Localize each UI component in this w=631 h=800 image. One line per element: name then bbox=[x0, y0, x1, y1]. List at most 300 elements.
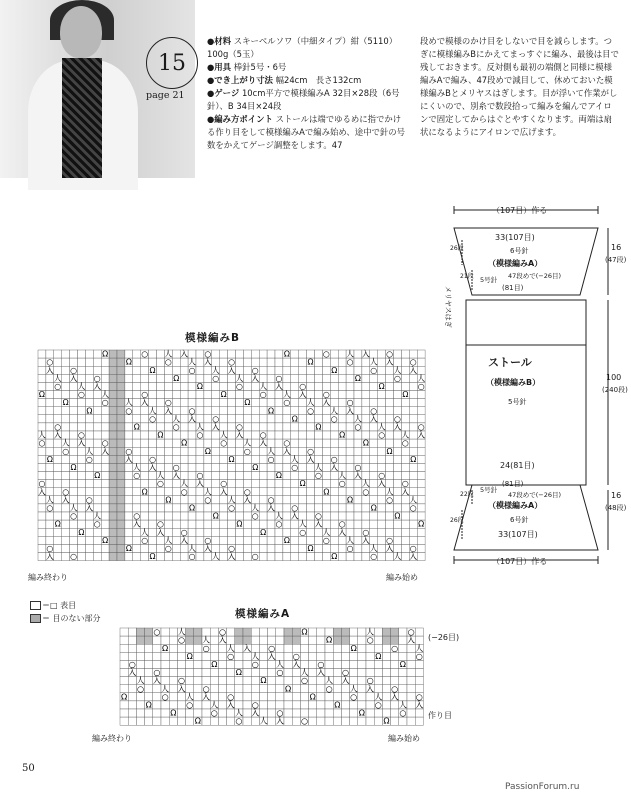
stitch-symbol: Ω bbox=[260, 527, 267, 537]
stitch-symbol: 人 bbox=[77, 382, 86, 391]
stitch-symbol: 入 bbox=[409, 552, 418, 562]
stitch-symbol: ○ bbox=[149, 414, 156, 424]
stitch-symbol: Ω bbox=[268, 406, 275, 416]
stitch-symbol: ○ bbox=[54, 422, 62, 432]
stitch-symbol: 入 bbox=[251, 373, 260, 383]
stitch-symbol: Ω bbox=[283, 535, 290, 545]
stitch-symbol: ○ bbox=[38, 438, 46, 448]
schematic-pattern-a-bottom: （模様編みA） bbox=[488, 501, 543, 510]
stitch-symbol: 入 bbox=[385, 544, 394, 553]
stitch-symbol: Ω bbox=[38, 390, 45, 400]
stitch-symbol: 人 bbox=[156, 471, 165, 481]
stitch-symbol: ○ bbox=[85, 495, 93, 505]
stitch-symbol: Ω bbox=[383, 715, 390, 726]
pattern-number-badge bbox=[146, 37, 198, 89]
stitch-symbol: Ω bbox=[196, 382, 203, 391]
stitch-symbol: ○ bbox=[350, 691, 358, 702]
stitch-symbol: 入 bbox=[314, 519, 323, 529]
stitch-symbol: 人 bbox=[227, 495, 236, 505]
stitch-symbol: Ω bbox=[228, 454, 235, 464]
stitch-symbol: 入 bbox=[401, 487, 410, 497]
stitch-symbol: ○ bbox=[354, 463, 362, 472]
stitch-symbol: ○ bbox=[93, 373, 101, 383]
stitch-symbol: ○ bbox=[399, 707, 407, 718]
stitch-symbol: ○ bbox=[172, 463, 180, 472]
stitch-symbol: 入 bbox=[77, 438, 86, 448]
stitch-symbol: 人 bbox=[164, 535, 173, 545]
stitch-symbol: 入 bbox=[53, 430, 62, 440]
stitch-symbol: Ω bbox=[54, 519, 61, 529]
chart-a-start-label: 編み始め bbox=[388, 734, 420, 743]
stitch-symbol: 入 bbox=[69, 373, 78, 383]
stitch-symbol: ○ bbox=[62, 446, 70, 456]
stitch-symbol: ○ bbox=[251, 511, 259, 521]
stitch-symbol: 入 bbox=[290, 511, 299, 521]
stitch-symbol: ○ bbox=[267, 495, 275, 505]
stitch-symbol: Ω bbox=[358, 707, 365, 718]
stitch-symbol: ○ bbox=[177, 675, 186, 686]
stitch-symbol: 人 bbox=[210, 699, 219, 710]
stitch-symbol: ○ bbox=[268, 642, 276, 653]
stitch-symbol: ○ bbox=[70, 552, 77, 562]
stitch-symbol: 人 bbox=[235, 373, 244, 383]
chart-a-grid bbox=[120, 628, 425, 726]
stitch-symbol: ○ bbox=[330, 414, 338, 424]
stitch-symbol: ○ bbox=[228, 357, 235, 367]
stitch-symbol: Ω bbox=[402, 390, 409, 400]
stitch-symbol: ○ bbox=[228, 544, 235, 553]
watermark: PassionForum.ru bbox=[505, 782, 580, 792]
stitch-symbol: Ω bbox=[410, 454, 417, 464]
schematic-right-48: (48段) bbox=[605, 504, 627, 512]
stitch-symbol: ○ bbox=[212, 414, 220, 424]
schematic-81-bottom: (81目) bbox=[502, 480, 524, 488]
stitch-symbol: ○ bbox=[370, 552, 378, 562]
stitch-symbol: ○ bbox=[283, 398, 291, 408]
stitch-symbol: Ω bbox=[362, 438, 369, 448]
stitch-symbol: 入 bbox=[85, 503, 94, 513]
stitch-symbol: ○ bbox=[251, 365, 259, 375]
stitch-symbol: ○ bbox=[300, 715, 309, 726]
stitch-symbol: ○ bbox=[275, 519, 283, 529]
stitch-symbol: Ω bbox=[162, 642, 169, 653]
stitch-symbol: Ω bbox=[125, 544, 132, 553]
stitch-symbol: ○ bbox=[317, 659, 325, 669]
stitch-symbol: Ω bbox=[46, 454, 53, 464]
stitch-symbol: 人 bbox=[409, 495, 418, 505]
legend-text-2: ＝ 目のない部分 bbox=[42, 614, 101, 623]
stole-schematic bbox=[440, 200, 628, 570]
stitch-symbol: ○ bbox=[161, 691, 169, 702]
stitch-symbol: 人 bbox=[374, 691, 383, 702]
schematic-meriyas: メリヤスはぎ bbox=[444, 286, 452, 328]
stitch-symbol: Ω bbox=[149, 365, 156, 375]
stitch-symbol: 人 bbox=[361, 479, 370, 489]
stitch-symbol: 入 bbox=[369, 414, 378, 424]
stitch-symbol: Ω bbox=[309, 691, 316, 702]
stitch-symbol: 入 bbox=[37, 487, 46, 497]
instructions-column-1 bbox=[207, 35, 407, 152]
stitch-symbol: ○ bbox=[409, 357, 417, 367]
stitch-symbol: 入 bbox=[202, 691, 211, 702]
stitch-symbol: ○ bbox=[186, 699, 194, 710]
stitch-symbol: ○ bbox=[251, 699, 259, 710]
stitch-symbol: 人 bbox=[325, 675, 334, 686]
stitch-symbol: ○ bbox=[259, 430, 267, 440]
stitch-symbol: ○ bbox=[141, 349, 149, 359]
stitch-symbol: 人 bbox=[298, 519, 307, 529]
materials-label: ●材料 bbox=[207, 36, 232, 46]
stitch-symbol: 人 bbox=[211, 552, 220, 562]
stitch-symbol: 人 bbox=[136, 675, 145, 686]
stitch-symbol: 人 bbox=[203, 487, 212, 497]
stitch-symbol: ○ bbox=[409, 544, 417, 553]
stitch-symbol: 人 bbox=[330, 406, 339, 416]
stitch-symbol: ○ bbox=[133, 471, 141, 481]
stitch-symbol: ○ bbox=[391, 683, 399, 694]
stitch-symbol: 人 bbox=[346, 535, 355, 545]
stitch-symbol: ○ bbox=[300, 675, 309, 686]
stitch-symbol: Ω bbox=[236, 519, 243, 529]
stitch-symbol: Ω bbox=[334, 699, 341, 710]
stitch-symbol: ○ bbox=[307, 406, 314, 416]
schematic-left-21: 21段 bbox=[460, 273, 474, 280]
stitch-symbol: ○ bbox=[346, 398, 354, 408]
stitch-symbol: 人 bbox=[401, 430, 410, 440]
pattern-number: 15 bbox=[158, 50, 186, 76]
stitch-symbol: ○ bbox=[46, 357, 54, 367]
stitch-symbol: 人 bbox=[243, 438, 252, 448]
stitch-symbol: Ω bbox=[173, 373, 180, 383]
stitch-symbol: 入 bbox=[322, 398, 331, 408]
stitch-symbol: ○ bbox=[212, 373, 220, 383]
schematic-pattern-a-top: （模様編みA） bbox=[488, 259, 543, 268]
stitch-symbol: Ω bbox=[70, 463, 77, 472]
stitch-symbol: 入 bbox=[306, 454, 315, 464]
stitch-symbol: ○ bbox=[374, 699, 382, 710]
stitch-symbol: 人 bbox=[226, 642, 235, 653]
stitch-symbol: Ω bbox=[354, 373, 361, 383]
stitch-symbol: Ω bbox=[331, 365, 338, 375]
stitch-symbol: ○ bbox=[417, 382, 425, 391]
stitch-symbol: 入 bbox=[251, 707, 260, 718]
stitch-symbol: ○ bbox=[276, 707, 284, 718]
stitch-symbol: 入 bbox=[203, 544, 212, 553]
stitch-symbol: ○ bbox=[220, 438, 228, 448]
stitch-symbol: 人 bbox=[61, 438, 70, 448]
schematic-row47-bottom: 47段めで(−26目) bbox=[508, 491, 562, 499]
stitch-symbol: ○ bbox=[386, 495, 393, 505]
stitch-symbol: ○ bbox=[164, 357, 172, 367]
stitch-symbol: Ω bbox=[145, 699, 152, 710]
stitch-symbol: 人 bbox=[180, 479, 189, 489]
stitch-symbol: ○ bbox=[378, 430, 386, 440]
stitch-symbol: 人 bbox=[161, 683, 170, 694]
stitch-symbol: 入 bbox=[148, 463, 157, 472]
stitch-symbol: Ω bbox=[181, 438, 188, 448]
stitch-symbol: 人 bbox=[85, 446, 94, 456]
stitch-symbol: 入 bbox=[93, 382, 102, 391]
stitch-symbol: Ω bbox=[125, 357, 132, 367]
schematic-b-bottom: 24(81目) bbox=[500, 461, 535, 470]
stitch-symbol: ○ bbox=[243, 487, 251, 497]
stitch-symbol: ○ bbox=[204, 535, 212, 545]
stitch-symbol: Ω bbox=[133, 422, 140, 432]
stitch-symbol: 入 bbox=[227, 365, 236, 375]
chart-a-end-label: 編み終わり bbox=[92, 734, 132, 743]
chart-a-cast-on: 作り目 bbox=[428, 711, 452, 720]
stitch-symbol: 入 bbox=[316, 667, 325, 678]
stitch-symbol: ○ bbox=[299, 382, 307, 391]
stitch-symbol: 入 bbox=[235, 430, 244, 440]
stitch-symbol: ○ bbox=[370, 365, 378, 375]
stitch-symbol: 人 bbox=[267, 446, 276, 456]
stitch-symbol: ○ bbox=[177, 634, 186, 645]
schematic-stole: ストール bbox=[488, 356, 532, 369]
schematic-right-47: (47段) bbox=[605, 256, 627, 264]
stitch-symbol: 人 bbox=[282, 390, 291, 400]
stitch-symbol: ○ bbox=[227, 650, 235, 661]
stitch-symbol: ○ bbox=[196, 471, 204, 481]
stitch-symbol: 入 bbox=[409, 365, 418, 375]
stitch-symbol: 入 bbox=[275, 715, 284, 726]
stitch-symbol: ○ bbox=[180, 527, 188, 537]
schematic-left-22: 22段 bbox=[460, 491, 474, 498]
stitch-symbol: ○ bbox=[386, 349, 393, 359]
stitch-symbol: ○ bbox=[141, 390, 149, 400]
tools-text: 棒針5号・6号 bbox=[233, 62, 287, 72]
stitch-symbol: 入 bbox=[140, 398, 149, 408]
stitch-symbol: 入 bbox=[282, 446, 291, 456]
stitch-symbol: ○ bbox=[362, 487, 370, 497]
stitch-symbol: ○ bbox=[202, 683, 210, 694]
stitch-symbol: ○ bbox=[394, 373, 401, 383]
stitch-symbol: ○ bbox=[153, 667, 161, 678]
stitch-symbol: 入 bbox=[177, 683, 186, 694]
stitch-symbol: Ω bbox=[189, 503, 196, 513]
stitch-symbol: ○ bbox=[157, 479, 164, 489]
stitch-symbol: ○ bbox=[366, 634, 374, 645]
stitch-symbol: ○ bbox=[299, 527, 307, 537]
stitch-symbol: 入 bbox=[132, 519, 141, 529]
stitch-symbol: 人 bbox=[148, 406, 157, 416]
stitch-symbol: ○ bbox=[407, 626, 415, 637]
stitch-symbol: Ω bbox=[86, 406, 93, 416]
stitch-symbol: ○ bbox=[164, 544, 172, 553]
stitch-symbol: Ω bbox=[275, 471, 282, 481]
stitch-symbol: 入 bbox=[292, 659, 301, 669]
stitch-symbol: 入 bbox=[195, 479, 204, 489]
stitch-symbol: Ω bbox=[323, 487, 330, 497]
stitch-symbol: ○ bbox=[78, 430, 85, 440]
stitch-symbol: 入 bbox=[417, 430, 426, 440]
stitch-symbol: ○ bbox=[415, 691, 423, 702]
stitch-symbol: Ω bbox=[244, 398, 251, 408]
stitch-symbol: ○ bbox=[62, 487, 70, 497]
stitch-symbol: 人 bbox=[306, 398, 315, 408]
stitch-symbol: ○ bbox=[141, 535, 149, 545]
stitch-symbol: ○ bbox=[70, 511, 77, 521]
stitch-symbol: ○ bbox=[196, 430, 204, 440]
stitch-symbol: Ω bbox=[370, 503, 377, 513]
stitch-symbol: 人 bbox=[398, 699, 407, 710]
stitch-symbol: 人 bbox=[275, 659, 284, 669]
stitch-symbol: 人 bbox=[377, 422, 386, 432]
schematic-needle5-b: 5号針 bbox=[508, 398, 527, 406]
stitch-symbol: ○ bbox=[38, 479, 46, 489]
stitch-symbol: 人 bbox=[274, 511, 283, 521]
schematic-needle6-bottom: 6号針 bbox=[510, 516, 529, 524]
stitch-symbol: ○ bbox=[157, 519, 164, 529]
stitch-symbol: ○ bbox=[46, 503, 54, 513]
stitch-symbol: 人 bbox=[195, 422, 204, 432]
schematic-81-top: (81目) bbox=[502, 284, 524, 292]
stitch-symbol: ○ bbox=[386, 535, 393, 545]
tools-label: ●用具 bbox=[207, 62, 232, 72]
stitch-symbol: 入 bbox=[61, 495, 70, 505]
stitch-symbol: Ω bbox=[260, 675, 267, 686]
stitch-symbol: ○ bbox=[415, 650, 423, 661]
chart-a-reduce: (−26目) bbox=[428, 633, 460, 642]
stitch-symbol: 入 bbox=[188, 414, 197, 424]
stitch-symbol: ○ bbox=[391, 642, 399, 653]
stitch-symbol: 人 bbox=[93, 511, 102, 521]
stitch-symbol: Ω bbox=[394, 511, 401, 521]
stitch-symbol: 人 bbox=[346, 349, 355, 359]
stitch-symbol: Ω bbox=[149, 552, 156, 562]
stitch-symbol: 人 bbox=[251, 650, 260, 661]
stitch-symbol: ○ bbox=[136, 683, 145, 694]
stitch-symbol: ○ bbox=[202, 642, 210, 653]
stitch-symbol: Ω bbox=[212, 511, 219, 521]
stitch-symbol: Ω bbox=[339, 430, 346, 440]
stitch-symbol: ○ bbox=[204, 495, 212, 505]
stitch-symbol: ○ bbox=[125, 446, 133, 456]
stitch-symbol: 人 bbox=[69, 503, 78, 513]
stitch-symbol: ○ bbox=[218, 626, 227, 637]
stitch-symbol: ○ bbox=[275, 373, 283, 383]
stitch-symbol: ○ bbox=[70, 365, 77, 375]
stitch-symbol: Ω bbox=[78, 527, 85, 537]
stitch-symbol: ○ bbox=[235, 715, 243, 726]
stitch-symbol: 人 bbox=[219, 430, 228, 440]
stitch-symbol: 入 bbox=[180, 535, 189, 545]
gauge-label: ●ゲージ bbox=[207, 88, 240, 98]
stitch-symbol: ○ bbox=[101, 438, 109, 448]
stitch-symbol: ○ bbox=[125, 406, 133, 416]
stitch-symbol: 人 bbox=[177, 626, 186, 637]
stitch-symbol: ○ bbox=[164, 398, 172, 408]
stitch-symbol: Ω bbox=[291, 414, 298, 424]
stitch-symbol: 入 bbox=[203, 357, 212, 367]
legend-item-knit bbox=[30, 600, 76, 611]
stitch-symbol: ○ bbox=[228, 503, 235, 513]
page-number: 50 bbox=[22, 763, 35, 774]
schematic-top-33: 33(107目) bbox=[495, 233, 535, 242]
stitch-symbol: ○ bbox=[188, 552, 196, 562]
stitch-symbol: Ω bbox=[102, 349, 109, 359]
size-label: ●でき上がり寸法 bbox=[207, 75, 273, 85]
stitch-symbol: Ω bbox=[186, 650, 193, 661]
stitch-symbol: 人 bbox=[349, 683, 358, 694]
chart-a-title: 模様編みA bbox=[235, 608, 291, 620]
points-text: ストールは端でゆるめに指でかける作り目をして模様編みAで編み始め、途中で針の号数をかえてゲージ調整をします。47 bbox=[207, 114, 406, 150]
stitch-symbol: ○ bbox=[149, 454, 156, 464]
stitch-symbol: ○ bbox=[180, 487, 188, 497]
schematic-right-240: (240段) bbox=[602, 386, 628, 394]
stitch-symbol: 人 bbox=[234, 707, 243, 718]
stitch-symbol: 人 bbox=[211, 365, 220, 375]
stitch-symbol: ○ bbox=[291, 463, 299, 472]
stitch-symbol: 入 bbox=[243, 642, 252, 653]
stitch-symbol: 入 bbox=[366, 683, 375, 694]
legend-white-box bbox=[30, 601, 41, 610]
stitch-symbol: 入 bbox=[227, 552, 236, 562]
stitch-symbol: 入 bbox=[415, 699, 424, 710]
stitch-symbol: ○ bbox=[378, 471, 386, 481]
stitch-symbol: Ω bbox=[326, 634, 333, 645]
stitch-symbol: ○ bbox=[346, 544, 354, 553]
stitch-symbol: 人 bbox=[300, 667, 309, 678]
stitch-symbol: ○ bbox=[236, 382, 243, 391]
stitch-symbol: Ω bbox=[299, 479, 306, 489]
stitch-symbol: ○ bbox=[54, 382, 62, 391]
stitch-symbol: Ω bbox=[121, 691, 128, 702]
stitch-symbol: 入 bbox=[267, 503, 276, 513]
stitch-symbol: Ω bbox=[399, 659, 406, 669]
stitch-symbol: 入 bbox=[274, 382, 283, 391]
stitch-symbol: Ω bbox=[102, 535, 109, 545]
stitch-symbol: Ω bbox=[307, 357, 314, 367]
stitch-symbol: ○ bbox=[322, 390, 330, 400]
stitch-symbol: Ω bbox=[204, 446, 211, 456]
stitch-symbol: ○ bbox=[291, 503, 299, 513]
stitch-symbol: ○ bbox=[366, 675, 374, 686]
stitch-symbol: Ω bbox=[194, 715, 201, 726]
stitch-symbol: 人 bbox=[188, 544, 197, 553]
stitch-symbol: 人 bbox=[37, 430, 46, 440]
materials-text: スキーベルソワ（中細タイプ）紺（5110）100g（5玉） bbox=[207, 36, 398, 59]
stitch-symbol: 入 bbox=[211, 422, 220, 432]
schematic-top-width: （107目）作る bbox=[492, 206, 548, 215]
stitch-symbol: 入 bbox=[385, 357, 394, 367]
stitch-symbol: Ω bbox=[165, 495, 172, 505]
gauge-text: 10cm平方で模様編みA 32目×28段（6号針）、B 34目×24段 bbox=[207, 88, 400, 111]
stitch-symbol: ○ bbox=[370, 406, 378, 416]
schematic-right-100: 100 bbox=[606, 373, 622, 382]
stitch-symbol: 入 bbox=[361, 349, 370, 359]
stitch-symbol: ○ bbox=[251, 552, 259, 562]
stitch-symbol: 入 bbox=[124, 454, 133, 464]
stitch-symbol: Ω bbox=[220, 390, 227, 400]
legend-text-1: ＝□ 表目 bbox=[42, 601, 77, 610]
stitch-symbol: 人 bbox=[369, 544, 378, 553]
stitch-symbol: ○ bbox=[243, 446, 251, 456]
chart-b-end-label: 編み終わり bbox=[28, 573, 68, 582]
stitch-symbol: ○ bbox=[259, 390, 267, 400]
stitch-symbol: ○ bbox=[346, 357, 354, 367]
stitch-symbol: Ω bbox=[62, 398, 69, 408]
stitch-symbol: 人 bbox=[353, 414, 362, 424]
stitch-symbol: 入 bbox=[338, 527, 347, 537]
stitch-symbol: ○ bbox=[128, 659, 136, 669]
stitch-symbol: Ω bbox=[211, 659, 218, 669]
stitch-symbol: 入 bbox=[128, 667, 137, 678]
stitch-symbol: ○ bbox=[338, 479, 346, 489]
stitch-symbol: ○ bbox=[210, 707, 218, 718]
stitch-symbol: 入 bbox=[341, 675, 350, 686]
stitch-symbol: Ω bbox=[315, 422, 322, 432]
